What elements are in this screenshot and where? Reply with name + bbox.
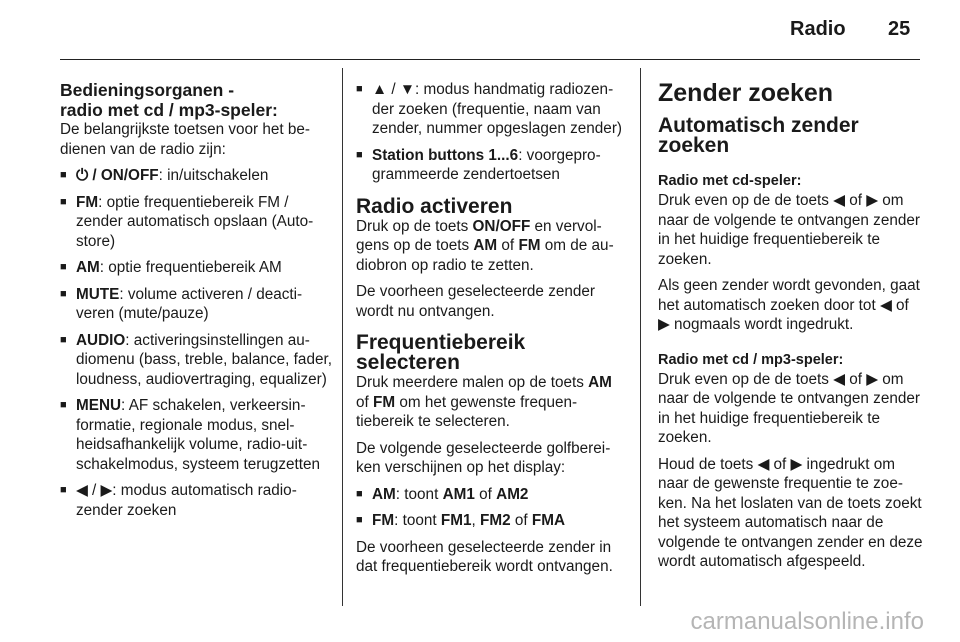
subsection-heading: Radio met cd-speler: bbox=[658, 173, 802, 189]
list-item bbox=[60, 258, 332, 278]
page-number: 25 bbox=[888, 18, 911, 40]
list-item bbox=[356, 80, 626, 139]
paragraph: De volgende geselecteerde golfbereiken verschijnen op het display: bbox=[356, 439, 611, 476]
list-item bbox=[356, 146, 626, 185]
key-label: MENU bbox=[76, 397, 122, 414]
list-item bbox=[60, 481, 332, 520]
key-label: ⏻ / ON/OFF bbox=[76, 167, 159, 184]
section-subtitle: Automatisch zender zoeken bbox=[658, 114, 859, 157]
band-list bbox=[356, 485, 626, 531]
paragraph: Als geen zender wordt gevonden, gaat het automatisch zoeken door tot ◀ of ▶ nogmaals wordt ingedrukt. bbox=[658, 277, 920, 333]
control-list bbox=[60, 166, 332, 520]
subsection-heading: Radio met cd / mp3-speler: bbox=[658, 351, 844, 368]
section-title: Zender zoeken bbox=[658, 79, 834, 107]
list-item bbox=[60, 331, 332, 390]
section-heading: Frequentiebereik selecteren bbox=[356, 331, 526, 374]
item-text: : in/uitschakelen bbox=[158, 167, 269, 184]
paragraph: De voorheen geselecteerde zender in dat frequentiebereik wordt ontvangen. bbox=[356, 538, 613, 575]
item-text: : optie frequentiebereik AM bbox=[99, 259, 282, 276]
key-label: ◀ / ▶ bbox=[76, 482, 113, 499]
column-right bbox=[658, 70, 924, 579]
key-label: Station buttons 1...6 bbox=[372, 146, 519, 164]
paragraph: Druk even op de de toets ◀ of ▶ om naar de volgende te ontvangen zender in het huidige frequentiebereik te zoeken. bbox=[658, 192, 920, 268]
item-text: : AF schakelen, verkeersinformatie, regionale modus, snelheidsafhankelijk volume, radio-uitschakelmodus, systeem terugzetten bbox=[76, 397, 321, 473]
key-label: ▲ / ▼ bbox=[372, 81, 416, 98]
watermark: carmanualsonline.info bbox=[690, 608, 924, 635]
header-title: Radio bbox=[790, 18, 846, 40]
heading-line: radio met cd / mp3-speler: bbox=[60, 100, 278, 120]
key-label: MUTE bbox=[76, 285, 120, 303]
column-middle bbox=[356, 70, 626, 584]
paragraph: Houd de toets ◀ of ▶ ingedrukt om naar de gewenste frequentie te zoeken. Na het loslaten van de toets zoekt het systeem automatisch naar de volgende te ontvangen zender en deze wordt automatisch afgespeeld. bbox=[658, 455, 923, 570]
item-text: : modus automatisch radiozender zoeken bbox=[76, 482, 297, 519]
item-text: : optie frequentiebereik FM / zender automatisch opslaan (Auto-store) bbox=[76, 193, 314, 250]
paragraph: Druk op de toets ON/OFF en vervolgens op de toets AM of FM om de audiobron op radio te zetten. bbox=[356, 217, 614, 274]
paragraph: Druk meerdere malen op de toets AM of FM om het gewenste frequentiebereik te selecteren. bbox=[356, 374, 612, 430]
item-text: : voorgeprogrammeerde zendertoetsen bbox=[372, 146, 601, 183]
list-item bbox=[60, 166, 332, 186]
column-divider bbox=[342, 68, 343, 606]
list-item bbox=[60, 193, 332, 252]
list-item: ■ AM: toont AM1 of AM2 bbox=[356, 485, 626, 505]
control-list bbox=[356, 80, 626, 185]
key-label: AUDIO bbox=[76, 331, 126, 349]
header-rule bbox=[60, 59, 920, 60]
item-text: : activeringsinstellingen audiomenu (bass, treble, balance, fader, loudness, audiovertraging, equalizer) bbox=[76, 331, 332, 388]
section-heading: Radio activeren bbox=[356, 194, 513, 218]
column-divider bbox=[640, 68, 641, 606]
item-text: : volume activeren / deactiveren (mute/pauze) bbox=[76, 285, 303, 322]
list-item bbox=[60, 285, 332, 324]
column-left bbox=[60, 70, 332, 527]
section-heading bbox=[60, 80, 332, 120]
list-item bbox=[60, 396, 332, 474]
item-text: : modus handmatig radiozender zoeken (frequentie, naam van zender, nummer opgeslagen zender) bbox=[372, 81, 623, 137]
paragraph: De voorheen geselecteerde zender wordt nu ontvangen. bbox=[356, 283, 595, 320]
heading-line: Bedieningsorganen - bbox=[60, 80, 235, 100]
key-label: FM bbox=[76, 193, 99, 211]
intro-text: De belangrijkste toetsen voor het bedienen van de radio zijn: bbox=[60, 121, 311, 158]
key-label: AM bbox=[76, 259, 100, 276]
paragraph: Druk even op de de toets ◀ of ▶ om naar de volgende te ontvangen zender in het huidige frequentiebereik te zoeken. bbox=[658, 370, 920, 446]
list-item: ■ FM: toont FM1, FM2 of FMA bbox=[356, 511, 626, 531]
